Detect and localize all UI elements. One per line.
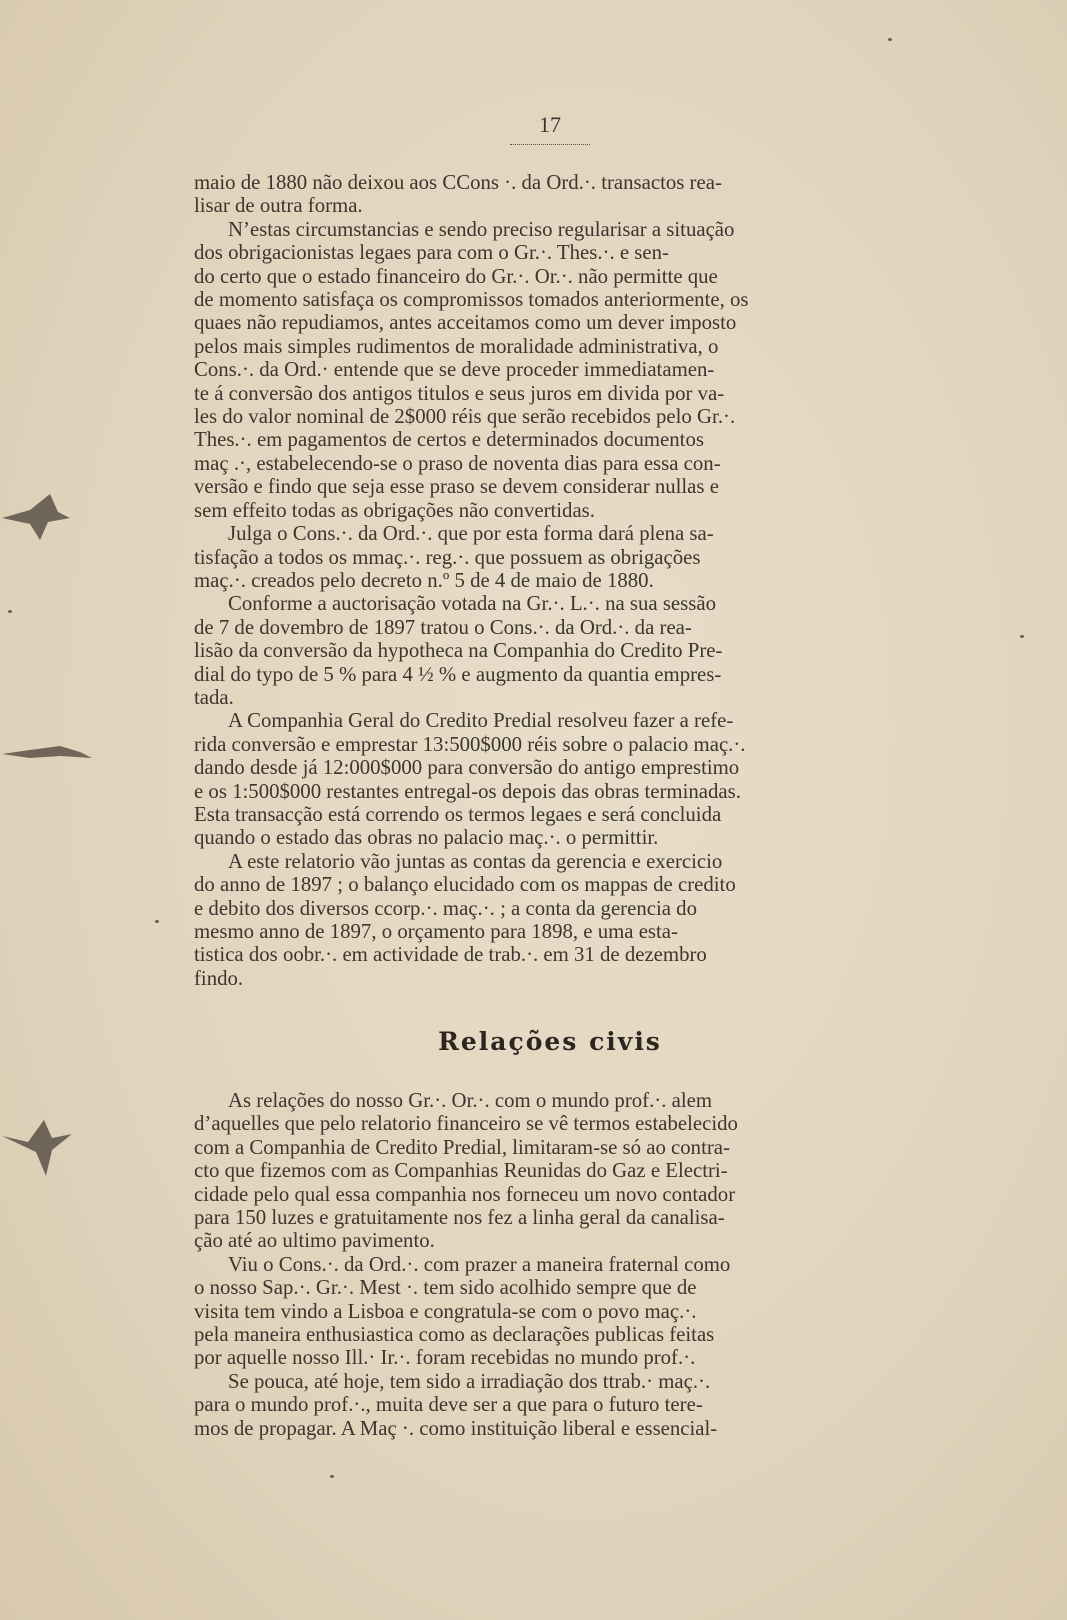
- text-line: para o mundo prof.·., muita deve ser a que para o futuro tere-: [194, 1393, 703, 1417]
- text-line: N’estas circumstancias e sendo preciso regularisar a situação: [228, 217, 735, 241]
- paper-speck: [330, 1475, 334, 1478]
- text-line: sem effeito todas as obrigações não convertidas.: [194, 498, 595, 522]
- text-line: A este relatorio vão juntas as contas da gerencia e exercicio: [228, 849, 723, 873]
- text-line: dial do typo de 5 % para 4 ½ % e augmento da quantia empres-: [194, 662, 722, 686]
- text-line: pela maneira enthusiastica como as declarações publicas feitas: [194, 1323, 715, 1347]
- text-line: maç .·, estabelecendo-se o praso de noventa dias para essa con-: [194, 451, 721, 475]
- page-number: 17: [539, 112, 561, 137]
- text-line: do certo que o estado financeiro do Gr.·. Or.·. não permitte que: [194, 264, 718, 288]
- text-line: Esta transacção está correndo os termos legaes e será concluida: [194, 802, 722, 826]
- text-line: e os 1:500$000 restantes entregal-os depois das obras terminadas.: [194, 779, 741, 803]
- binding-mark-icon: [0, 1116, 80, 1186]
- binding-mark-icon: [0, 488, 80, 548]
- text-line: de momento satisfaça os compromissos tomados anteriormente, os: [194, 288, 749, 312]
- text-line: quando o estado das obras no palacio maç.·. o permittir.: [194, 826, 659, 850]
- paper-speck: [155, 920, 159, 923]
- text-line: cto que fizemos com as Companhias Reunidas do Gaz e Electri-: [194, 1159, 728, 1183]
- text-line: mos de propagar. A Maç ·. como instituição liberal e essencial-: [194, 1416, 718, 1440]
- text-line: para 150 luzes e gratuitamente nos fez a linha geral da canalisa-: [194, 1206, 725, 1230]
- text-line: A Companhia Geral do Credito Predial resolveu fazer a refe-: [228, 709, 734, 733]
- body-text-bottom: [194, 1089, 906, 1440]
- section-heading: Relações civis: [438, 1027, 662, 1056]
- text-line: ção até ao ultimo pavimento.: [194, 1229, 435, 1253]
- text-line: versão e findo que seja esse praso se devem considerar nullas e: [194, 475, 719, 499]
- text-line: lisar de outra forma.: [194, 194, 363, 218]
- page-number-rule: [510, 144, 590, 145]
- text-line: Cons.·. da Ord.· entende que se deve proceder immediatamen-: [194, 358, 715, 382]
- text-line: tistica dos oobr.·. em actividade de trab.·. em 31 de dezembro: [194, 943, 707, 967]
- text-line: d’aquelles que pelo relatorio financeiro se vê termos estabelecido: [194, 1112, 738, 1136]
- text-line: mesmo anno de 1897, o orçamento para 1898, e uma esta-: [194, 920, 678, 943]
- text-line: e debito dos diversos ccorp.·. maç.·. ; a conta da gerencia do: [194, 896, 697, 920]
- text-line: Se pouca, até hoje, tem sido a irradiação dos ttrab.· maç.·.: [228, 1369, 711, 1393]
- text-line: dando desde já 12:000$000 para conversão do antigo emprestimo: [194, 756, 740, 780]
- text-line: de 7 de dovembro de 1897 tratou o Cons.·. da Ord.·. da rea-: [194, 615, 692, 639]
- paper-speck: [8, 610, 12, 613]
- text-line: pelos mais simples rudimentos de moralidade administrativa, o: [194, 334, 719, 358]
- text-line: les do valor nominal de 2$000 réis que serão recebidos pelo Gr.·.: [194, 405, 736, 429]
- paper-speck: [888, 38, 892, 41]
- text-line: com a Companhia de Credito Predial, limitaram-se só ao contra-: [194, 1135, 730, 1159]
- text-line: quaes não repudiamos, antes acceitamos como um dever imposto: [194, 311, 737, 335]
- text-line: lisão da conversão da hypotheca na Companhia do Credito Pre-: [194, 639, 723, 663]
- text-line: Viu o Cons.·. da Ord.·. com prazer a maneira fraternal como: [228, 1252, 731, 1276]
- text-line: maio de 1880 não deixou aos CCons ·. da Ord.·. transactos rea-: [194, 171, 722, 194]
- text-line: As relações do nosso Gr.·. Or.·. com o mundo prof.·. alem: [228, 1089, 713, 1112]
- text-line: Conforme a auctorisação votada na Gr.·. L.·. na sua sessão: [228, 592, 716, 616]
- text-line: findo.: [194, 966, 244, 990]
- text-line: por aquelle nosso Ill.· Ir.·. foram recebidas no mundo prof.·.: [194, 1346, 696, 1370]
- text-line: dos obrigacionistas legaes para com o Gr.·. Thes.·. e sen-: [194, 241, 669, 265]
- text-line: tisfação a todos os mmaç.·. reg.·. que possuem as obrigações: [194, 545, 701, 569]
- text-line: o nosso Sap.·. Gr.·. Mest ·. tem sido acolhido sempre que de: [194, 1276, 697, 1300]
- text-line: Thes.·. em pagamentos de certos e determinados documentos: [194, 428, 704, 452]
- text-line: Julga o Cons.·. da Ord.·. que por esta forma dará plena sa-: [228, 522, 714, 546]
- text-line: maç.·. creados pelo decreto n.º 5 de 4 de maio de 1880.: [194, 568, 654, 592]
- text-line: rida conversão e emprestar 13:500$000 réis sobre o palacio maç.·.: [194, 732, 746, 756]
- text-line: te á conversão dos antigos titulos e seus juros em divida por va-: [194, 381, 725, 405]
- binding-mark-icon: [0, 738, 100, 768]
- text-line: cidade pelo qual essa companhia nos forneceu um novo contador: [194, 1182, 736, 1206]
- text-line: do anno de 1897 ; o balanço elucidado com os mappas de credito: [194, 873, 736, 897]
- text-line: visita tem vindo a Lisboa e congratula-se com o povo maç.·.: [194, 1299, 697, 1323]
- paper-speck: [1020, 635, 1024, 638]
- body-text-top: [194, 171, 906, 990]
- text-line: tada.: [194, 685, 234, 709]
